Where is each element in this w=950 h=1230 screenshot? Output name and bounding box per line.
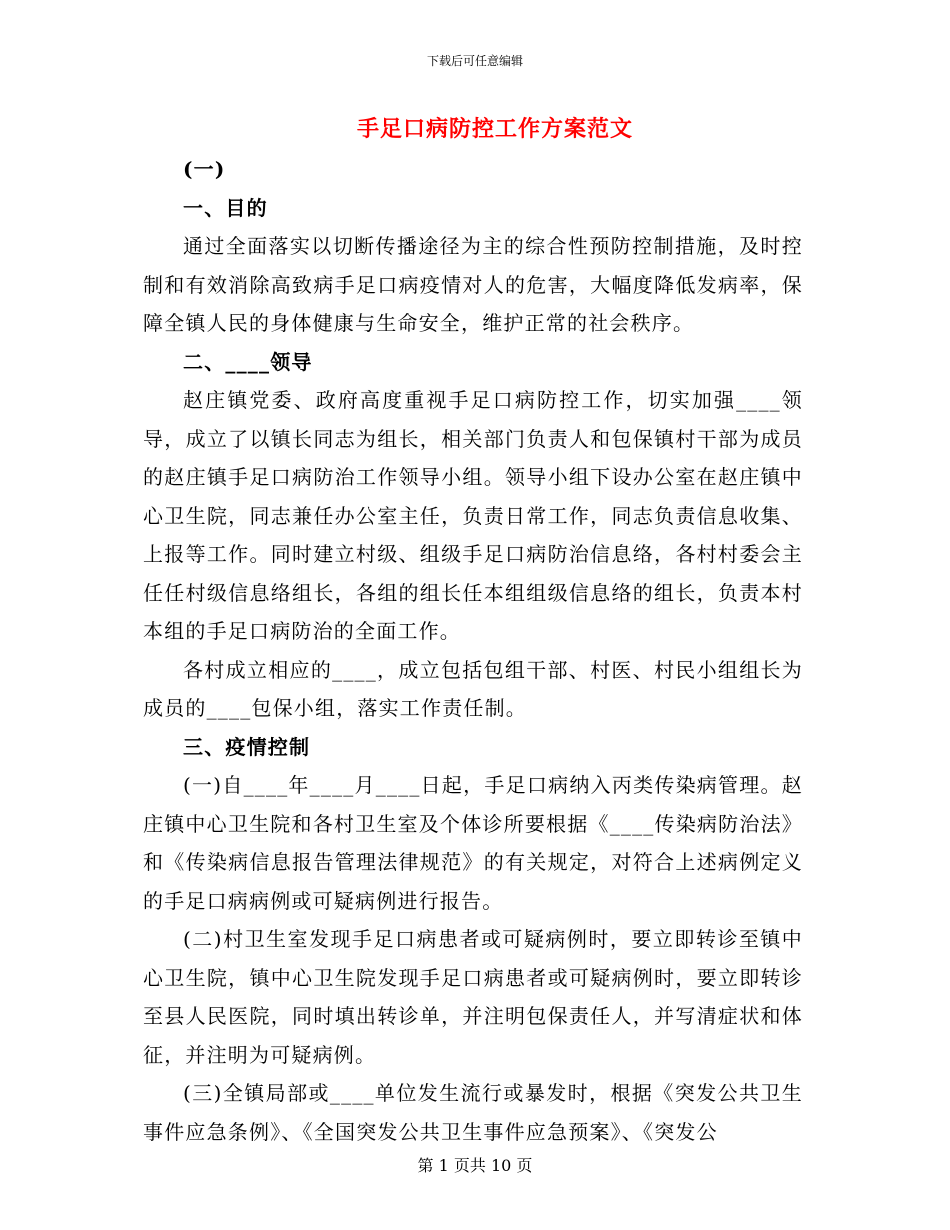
section-heading-purpose: 一、目的	[183, 195, 268, 220]
paragraph-purpose: 通过全面落实以切断传播途径为主的综合性预防控制措施，及时控制和有效消除高致病手足口病疫情对人的危害，大幅度降低发病率，保障全镇人民的身体健康与生命安全，维护正常的社会秩序。	[143, 234, 803, 335]
paragraph-leadership: 赵庄镇党委、政府高度重视手足口病防控工作，切实加强____领导，成立了以镇长同志为组长，相关部门负责人和包保镇村干部为成员的赵庄镇手足口病防治工作领导小组。领导小组下设办公室在赵庄镇中心卫生院，同志兼任办公室主任，负责日常工作，同志负责信息收集、上报等工作。同时建立村级、组级手足口病防治信息络，各村村委会主任任村级信息络组长，各组的组长任本组组级信息络的组长，负责本村本组的手足口病防治的全面工作。	[143, 388, 803, 643]
page-header-note: 下载后可任意编辑	[426, 54, 523, 68]
section-heading-epidemic-control: 三、疫情控制	[183, 734, 311, 759]
document-title: 手足口病防控工作方案范文	[356, 116, 633, 142]
document-body	[143, 150, 803, 1151]
section-number: (一)	[183, 157, 226, 181]
page-footer-number: 第 1 页共 10 页	[417, 1156, 533, 1175]
paragraph-control-item-3: (三)全镇局部或____单位发生流行或暴发时，根据《突发公共卫生事件应急条例》、《全国突发公共卫生事件应急预案》、《突发公	[143, 1081, 803, 1144]
paragraph-control-item-2: (二)村卫生室发现手足口病患者或可疑病例时，要立即转诊至镇中心卫生院，镇中心卫生院发现手足口病患者或可疑病例时，要立即转诊至县人民医院，同时填出转诊单，并注明包保责任人，并写清症状和体征，并注明为可疑病例。	[143, 927, 803, 1067]
section-heading-leadership: 二、____领导	[183, 349, 313, 374]
paragraph-village-groups: 各村成立相应的____，成立包括包组干部、村医、村民小组组长为成员的____包保小组，落实工作责任制。	[143, 657, 803, 720]
paragraph-control-item-1: (一)自____年____月____日起，手足口病纳入丙类传染病管理。赵庄镇中心卫生院和各村卫生室及个体诊所要根据《____传染病防治法》和《传染病信息报告管理法律规范》的有关规定，对符合上述病例定义的手足口病病例或可疑病例进行报告。	[143, 773, 803, 913]
